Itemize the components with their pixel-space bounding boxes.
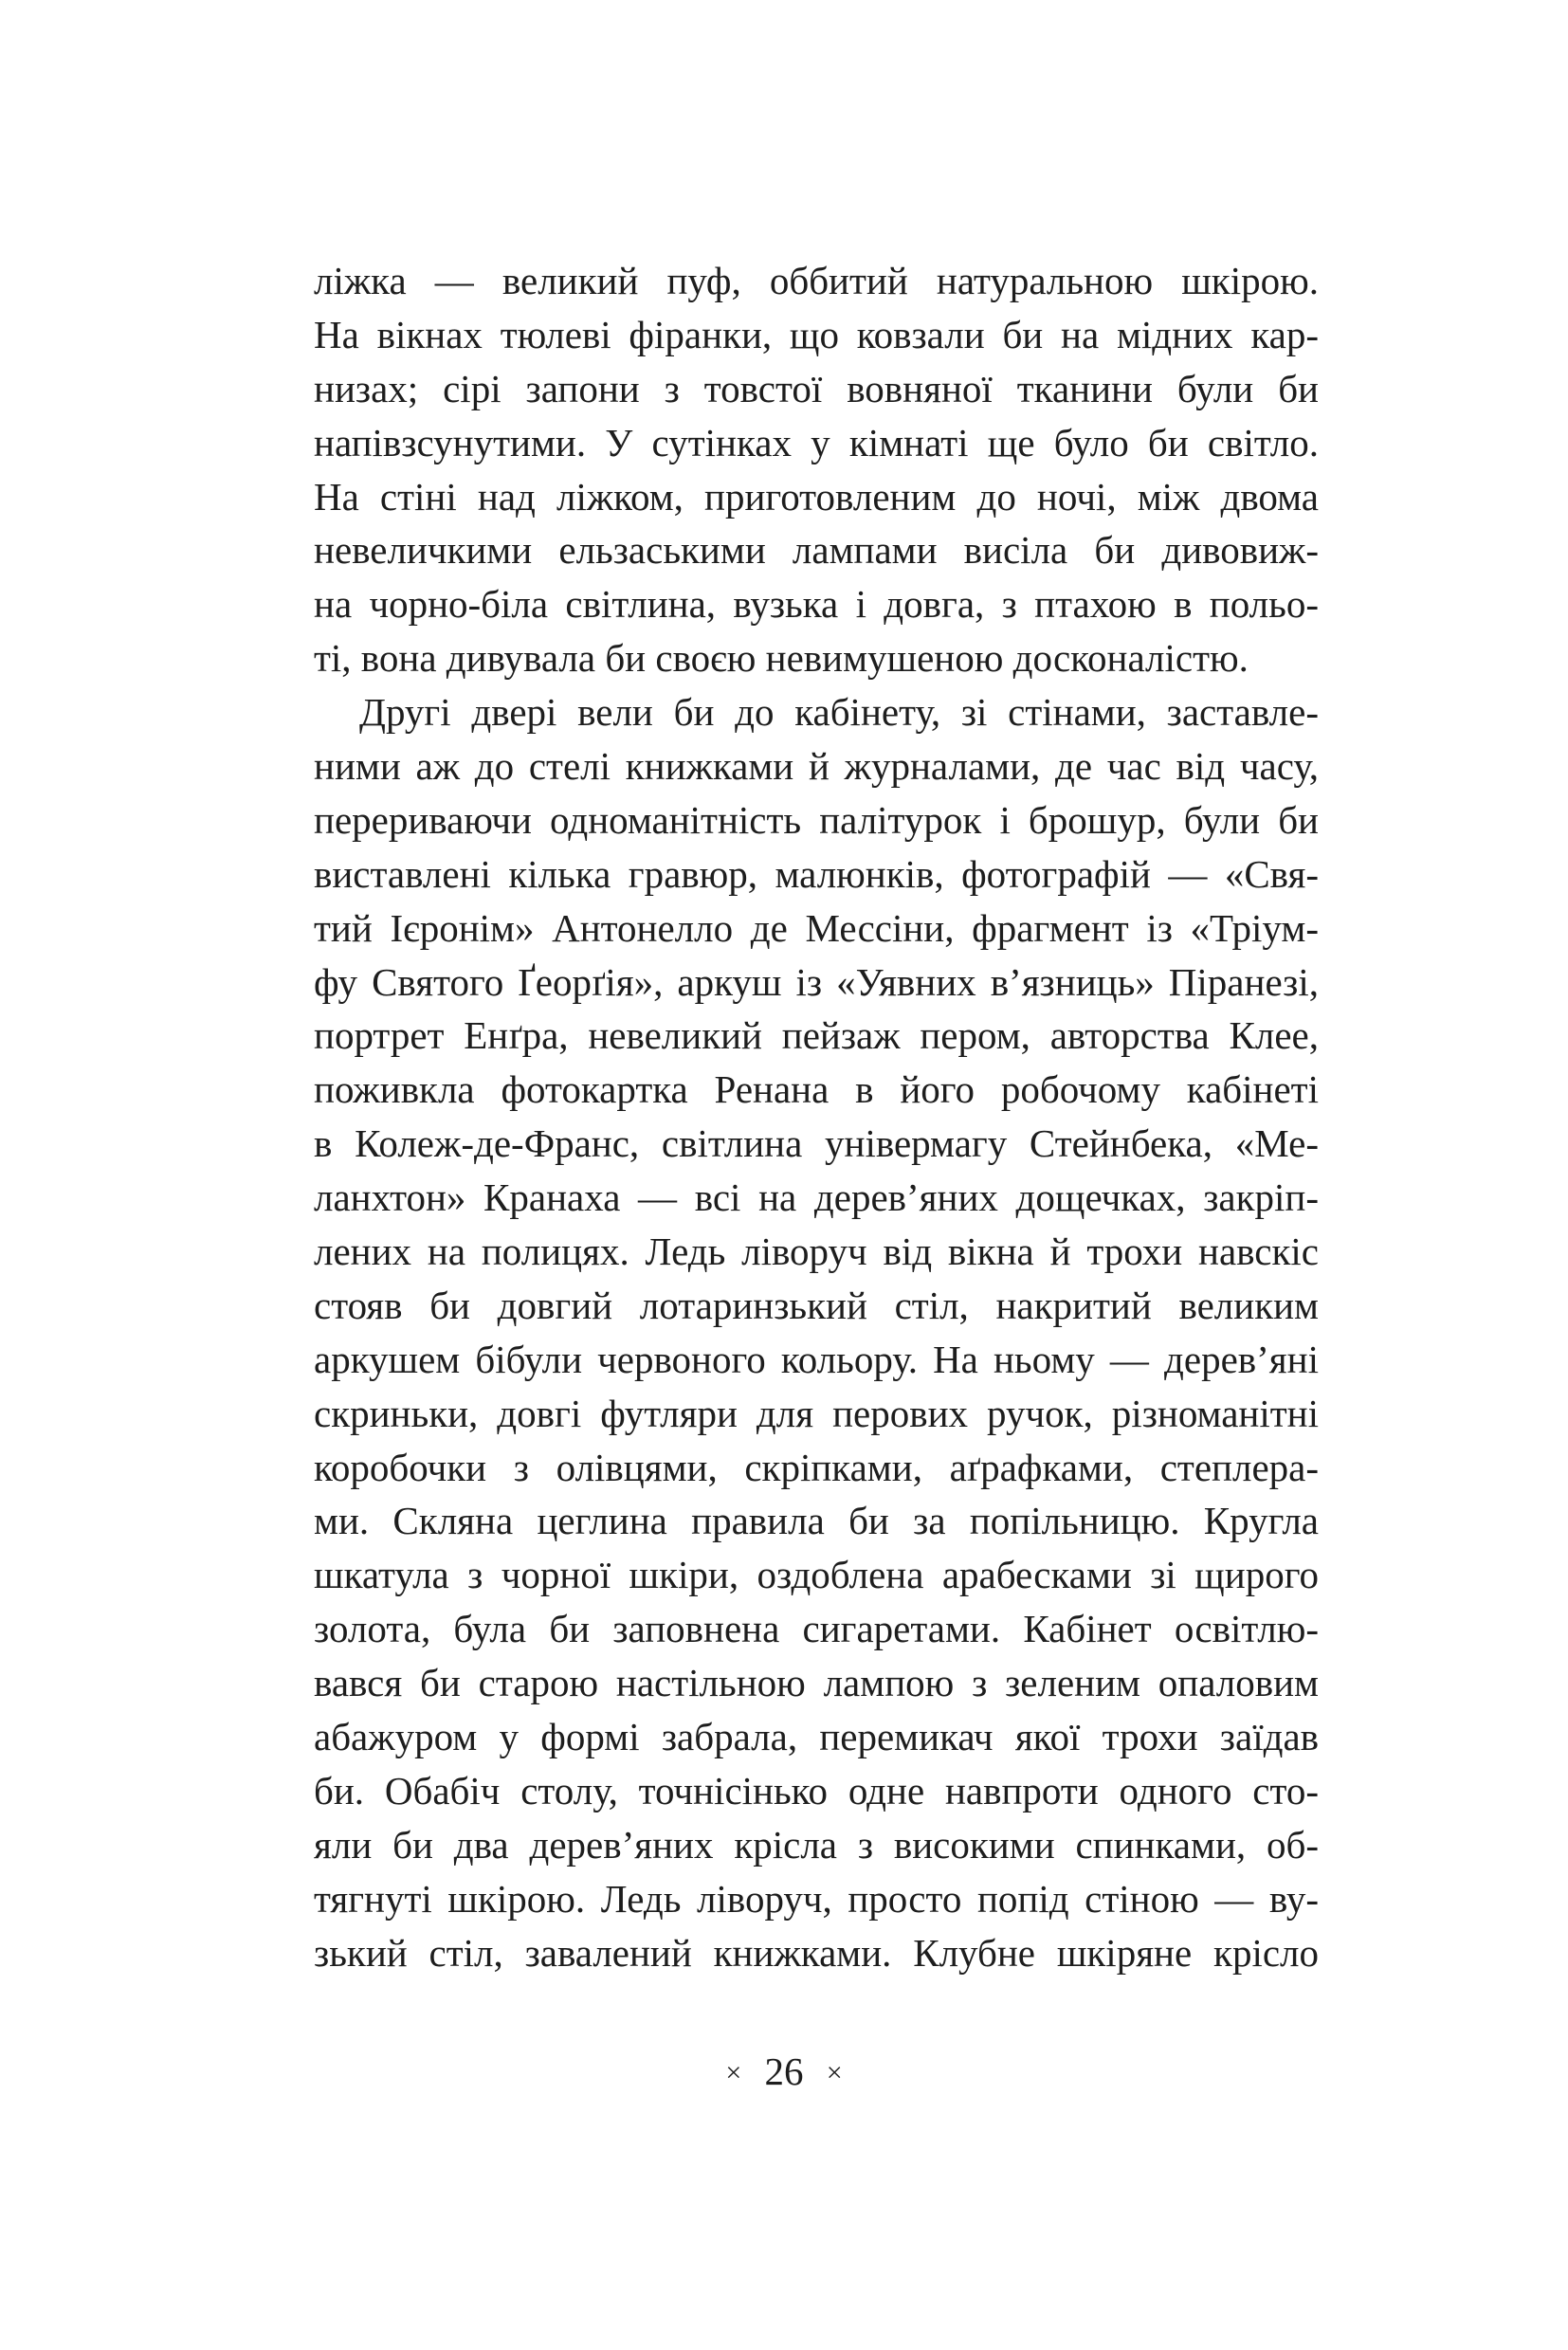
text-line: виставлені кілька гравюр, малюнків, фотографій — «Свя-	[314, 851, 1319, 896]
text-line: стояв би довгий лотаринзький стіл, накритий великим	[314, 1283, 1319, 1327]
text-line: вався би старою настільною лампою з зеленим опаловим	[314, 1661, 1319, 1705]
text-line: яли би два дерев’яних крісла з високими спинками, об-	[314, 1822, 1319, 1867]
text-line: коробочки з олівцями, скріпками, аґрафками, степлера-	[314, 1445, 1319, 1489]
text-line: ті, вона дивувала би своєю невимушеною досконалістю.	[314, 636, 1249, 681]
text-line: ними аж до стелі книжками й журналами, де час від часу,	[314, 744, 1319, 789]
text-line: скриньки, довгі футляри для перових ручок, різноманітні	[314, 1391, 1319, 1435]
page-number: 26	[764, 2049, 804, 2093]
text-line: фу Святого Ґеорґія», аркуш із «Уявних в’язниць» Піранезі,	[314, 959, 1319, 1004]
body-text	[314, 254, 1319, 1980]
text-line: ми. Скляна цеглина правила би за попільницю. Кругла	[314, 1499, 1319, 1543]
text-line: портрет Енґра, невеликий пейзаж пером, авторства Клее,	[314, 1013, 1319, 1058]
text-line: невеличкими ельзаськими лампами висіла би дивовиж-	[314, 528, 1319, 573]
text-line: ланхтон» Кранаха — всі на дерев’яних дощечках, закріп-	[314, 1175, 1319, 1220]
text-line: на чорно-біла світлина, вузька і довга, з птахою в польо-	[314, 582, 1319, 627]
paragraph-first-line: Другі двері вели би до кабінету, зі стінами, заставле-	[359, 690, 1319, 735]
text-line: аркушем бібули червоного кольору. На ньому — дерев’яні	[314, 1337, 1319, 1381]
text-line: золота, була би заповнена сигаретами. Кабінет освітлю-	[314, 1607, 1319, 1651]
text-line: зький стіл, завалений книжками. Клубне шкіряне крісло	[314, 1930, 1319, 1975]
ornament-left: ×	[725, 2057, 742, 2088]
text-line: лених на полицях. Ледь ліворуч від вікна й трохи навскіс	[314, 1230, 1319, 1274]
page-footer	[0, 2048, 1568, 2097]
text-line: На вікнах тюлеві фіранки, що ковзали би на мідних кар-	[314, 312, 1319, 356]
text-line: тягнуті шкірою. Ледь ліворуч, просто попід стіною — ву-	[314, 1876, 1319, 1921]
text-line: в Колеж-де-Франс, світлина універмагу Стейнбека, «Ме-	[314, 1121, 1319, 1166]
text-line: тий Ієронім» Антонелло де Мессіни, фрагмент із «Тріум-	[314, 905, 1319, 950]
text-line: перериваючи одноманітність палітурок і брошур, були би	[314, 797, 1319, 842]
text-line: На стіні над ліжком, приготовленим до ночі, між двома	[314, 474, 1319, 519]
text-line: ліжка — великий пуф, оббитий натуральною шкірою.	[314, 259, 1319, 302]
ornament-right: ×	[826, 2057, 843, 2088]
text-line: напівзсунутими. У сутінках у кімнаті ще було би світло.	[314, 420, 1319, 465]
text-line: би. Обабіч столу, точнісінько одне навпроти одного сто-	[314, 1768, 1319, 1813]
text-line: поживкла фотокартка Ренана в його робочому кабінеті	[314, 1067, 1319, 1112]
text-line: низах; сірі запони з товстої вовняної тканини були би	[314, 366, 1319, 410]
text-line: шкатула з чорної шкіри, оздоблена арабесками зі щирого	[314, 1553, 1319, 1597]
text-line: абажуром у формі забрала, перемикач якої трохи заїдав	[314, 1715, 1319, 1759]
